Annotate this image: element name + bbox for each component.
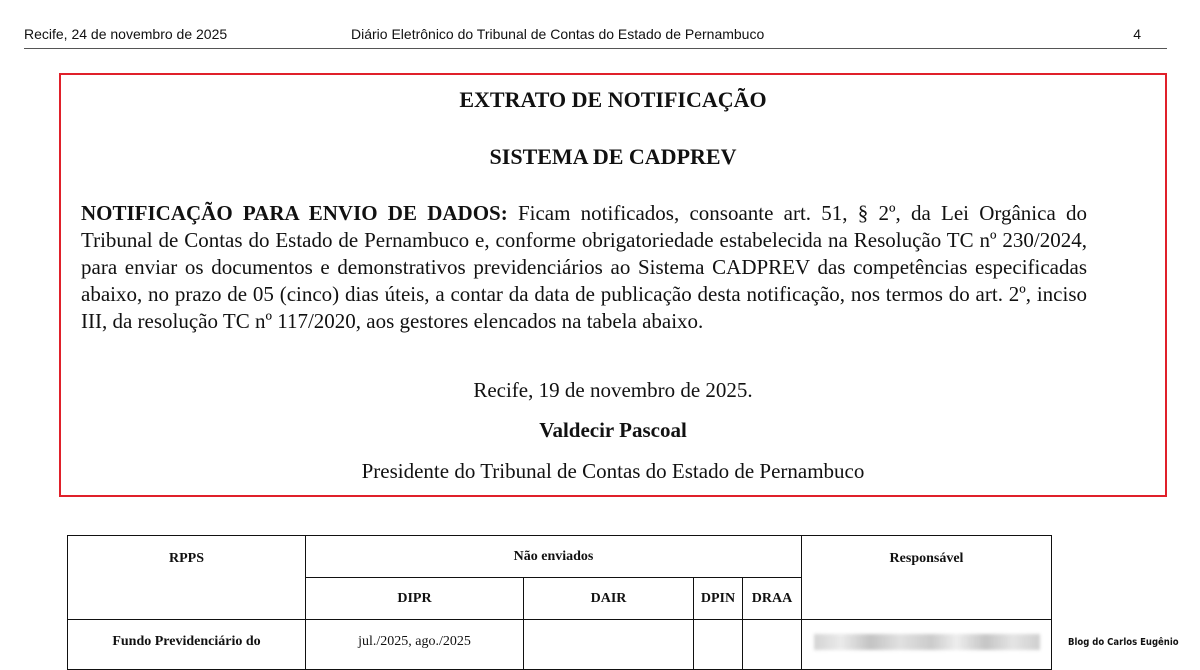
col-header-responsavel: Responsável xyxy=(802,536,1052,620)
draa-cell xyxy=(743,620,802,670)
col-header-nao-enviados: Não enviados xyxy=(306,536,802,578)
notice-subtitle: SISTEMA DE CADPREV xyxy=(489,144,737,169)
blog-watermark: Blog do Carlos Eugênio xyxy=(1068,637,1179,648)
signer-role: Presidente do Tribunal de Contas do Estado de Pernambuco xyxy=(361,459,865,483)
header-page-number: 4 xyxy=(1133,26,1141,42)
notice-title: EXTRATO DE NOTIFICAÇÃO xyxy=(459,87,767,112)
rpps-cell: Fundo Previdenciário do xyxy=(68,620,306,670)
notice-place-date: Recife, 19 de novembro de 2025. xyxy=(473,378,753,402)
col-header-draa: DRAA xyxy=(743,578,802,620)
dpin-cell xyxy=(694,620,743,670)
signer-name: Valdecir Pascoal xyxy=(539,418,687,442)
col-header-rpps: RPPS xyxy=(68,536,306,620)
col-header-dair: DAIR xyxy=(524,578,694,620)
page-header xyxy=(24,24,1167,49)
notice-body-text: Ficam notificados, consoante art. 51, § 2º, da Lei Orgânica do Tribunal de Contas do Estado de Pernambuco e, conforme obrigatoriedade estabelecida na Resolução TC nº 230/2024, para enviar os documentos e demonstrativos previdenciários ao Sistema CADPREV das competências especificadas abaixo, no prazo de 05 (cinco) dias úteis, a contar da data de publicação desta notificação, nos termos do art. 2º, inciso III, da resolução TC nº 117/2020, aos gestores elencados na tabela abaixo. xyxy=(81,201,1088,333)
header-publication-title: Diário Eletrônico do Tribunal de Contas do Estado de Pernambuco xyxy=(351,26,765,42)
dair-cell xyxy=(524,620,694,670)
notice-lead: NOTIFICAÇÃO PARA ENVIO DE DADOS: xyxy=(81,201,508,225)
rpps-table xyxy=(67,535,1052,670)
col-header-dipr: DIPR xyxy=(306,578,524,620)
notification-highlight-box xyxy=(59,73,1167,497)
redacted-name xyxy=(814,634,1040,650)
responsavel-cell xyxy=(802,620,1052,670)
header-date: Recife, 24 de novembro de 2025 xyxy=(24,26,228,42)
dipr-cell: jul./2025, ago./2025 xyxy=(306,620,524,670)
notice-body xyxy=(81,200,1087,335)
col-header-dpin: DPIN xyxy=(694,578,743,620)
table-row xyxy=(68,620,1052,670)
